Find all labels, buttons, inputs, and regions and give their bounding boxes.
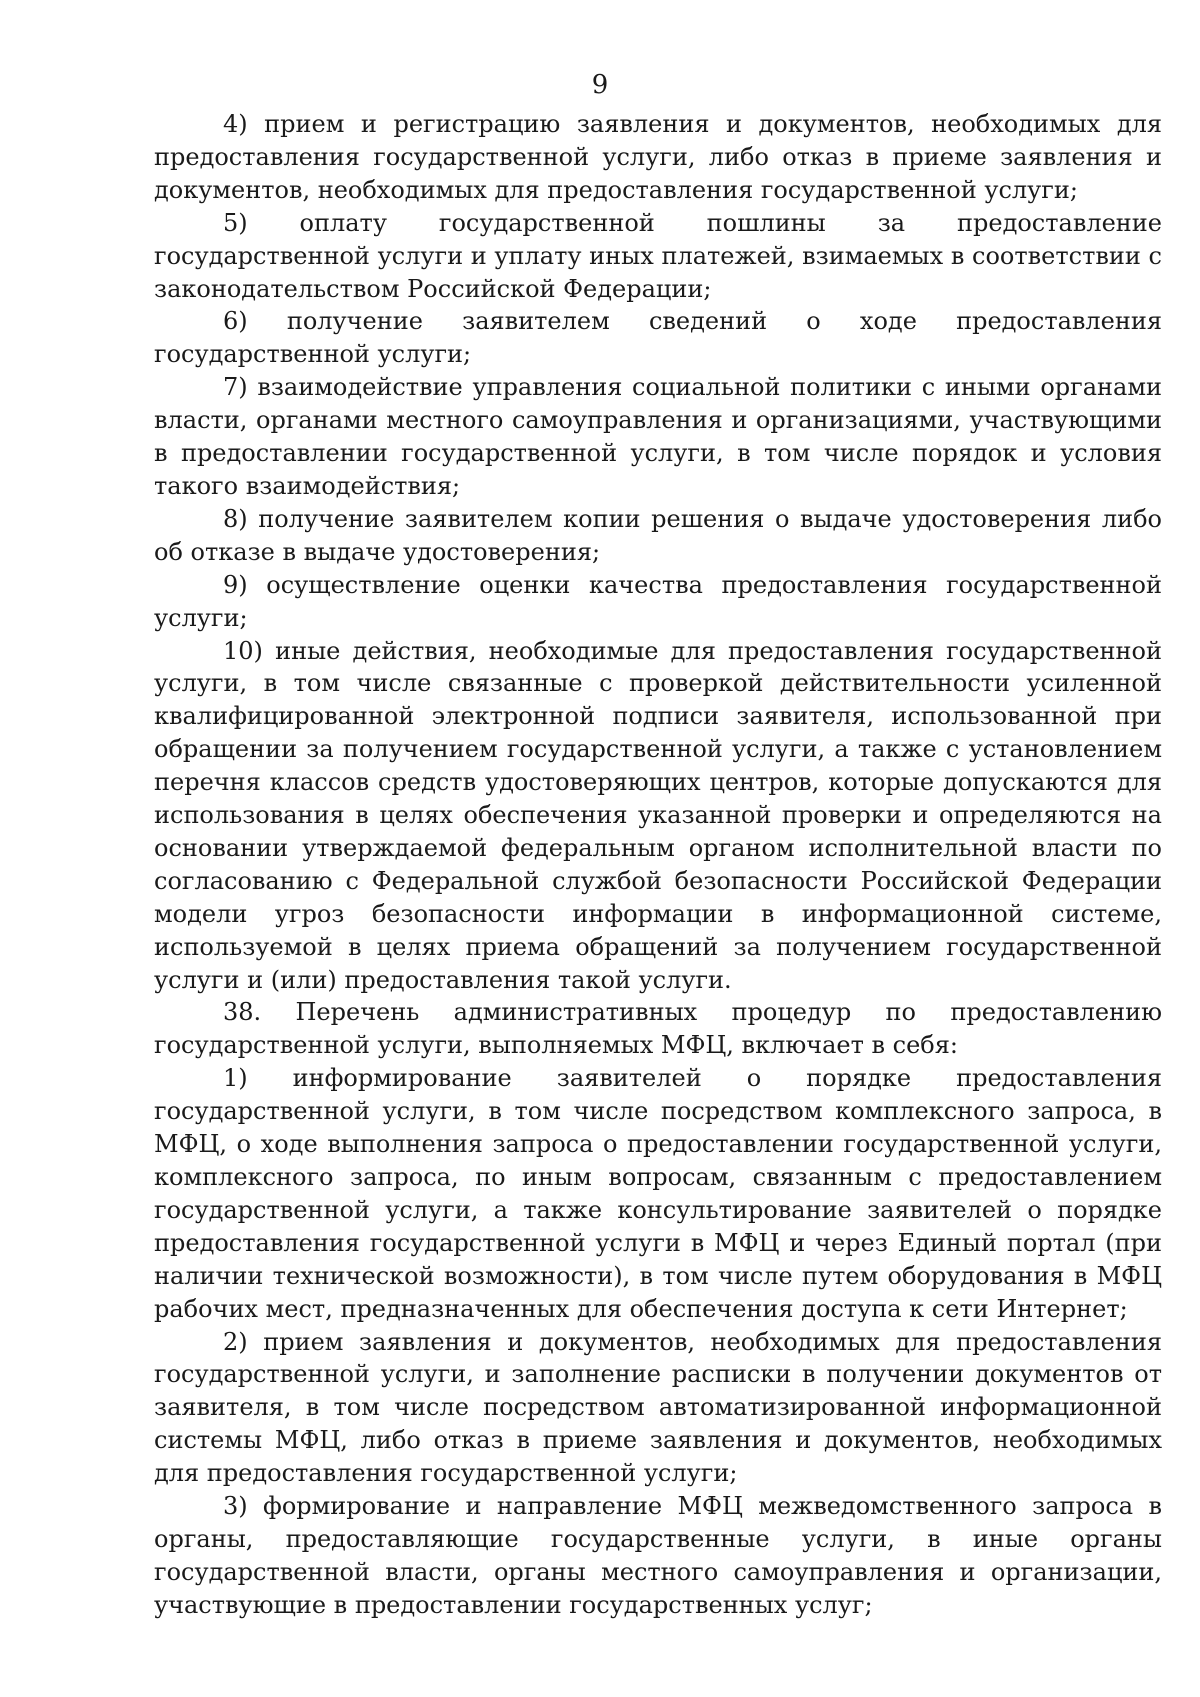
paragraph-mfc-item-3: 3) формирование и направление МФЦ межведомственного запроса в органы, предоставляющие государственные услуги, в иные органы государственной власти, органы местного самоуправления и организации, участвующие в предоставлении государственных услуг; <box>154 1492 1162 1619</box>
paragraph-mfc-item-1: 1) информирование заявителей о порядке предоставления государственной услуги, в том числе посредством комплексного запроса, в МФЦ, о ходе выполнения запроса о предоставлении государственной услуги, комплексного запроса, по иным вопросам, связанным с предоставлением государственной услуги, а также консультирование заявителей о порядке предоставления государственной услуги в МФЦ и через Единый портал (при наличии технической возможности), в том числе путем оборудования в МФЦ рабочих мест, предназначенных для обеспечения доступа к сети Интернет; <box>154 1064 1162 1323</box>
paragraph-item-8: 8) получение заявителем копии решения о выдаче удостоверения либо об отказе в выдаче удостоверения; <box>154 504 1162 566</box>
paragraph-item-7: 7) взаимодействие управления социальной политики с иными органами власти, органами местного самоуправления и организациями, участвующими в предоставлении государственной услуги, в том числе порядок и условия такого взаимодействия; <box>154 373 1162 500</box>
paragraph-item-5: 5) оплату государственной пошлины за предоставление государственной услуги и уплату иных платежей, взимаемых в соответствии с законодательством Российской Федерации; <box>154 208 1162 303</box>
paragraph-item-10: 10) иные действия, необходимые для предоставления государственной услуги, в том числе связанные с проверкой действительности усиленной квалифицированной электронной подписи заявителя, использованной при обращении за получением государственной услуги, а также с установлением перечня классов средств удостоверяющих центров, которые допускаются для использования в целях обеспечения указанной проверки и определяются на основании утверждаемой федеральным органом исполнительной власти по согласованию с Федеральной службой безопасности Российской Федерации модели угроз безопасности информации в информационной системе, используемой в целях приема обращений за получением государственной услуги и (или) предоставления такой услуги. <box>154 636 1162 994</box>
document-body <box>154 108 1162 1622</box>
paragraph-section-38: 38. Перечень административных процедур по предоставлению государственной услуги, выполняемых МФЦ, включает в себя: <box>154 998 1162 1060</box>
paragraph-item-9: 9) осуществление оценки качества предоставления государственной услуги; <box>154 570 1162 632</box>
paragraph-item-4: 4) прием и регистрацию заявления и документов, необходимых для предоставления государственной услуги, либо отказ в приеме заявления и документов, необходимых для предоставления государственной услуги; <box>154 110 1162 204</box>
page-number: 9 <box>591 70 609 100</box>
paragraph-item-6: 6) получение заявителем сведений о ходе предоставления государственной услуги; <box>154 307 1162 369</box>
paragraph-mfc-item-2: 2) прием заявления и документов, необходимых для предоставления государственной услуги, и заполнение расписки в получении документов от заявителя, в том числе посредством автоматизированной информационной системы МФЦ, либо отказ в приеме заявления и документов, необходимых для предоставления государственной услуги; <box>154 1327 1162 1488</box>
